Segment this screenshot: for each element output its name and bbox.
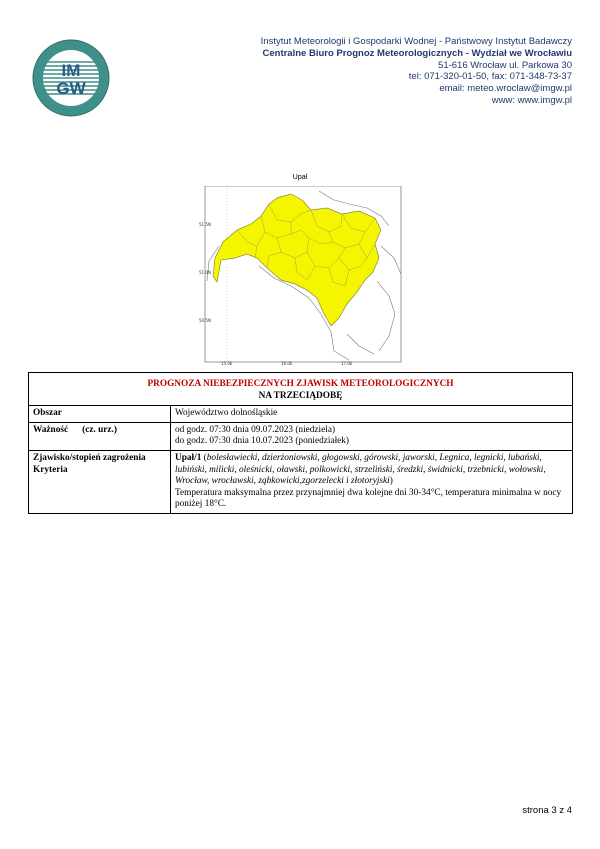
phenomenon-label-cell <box>29 450 171 513</box>
logo-text-top: IM <box>61 61 81 80</box>
lon-label-3: 17.0E <box>341 361 353 366</box>
forecast-title: PROGNOZA NIEBEZPIECZNYCH ZJAWISK METEOROLOGICZNYCH <box>147 379 454 389</box>
validity-unit: (cz. urz.) <box>82 424 117 435</box>
counties-close: ) <box>389 476 393 487</box>
phenomenon-counties <box>175 453 568 488</box>
lat-label-1: 51.5N <box>199 222 211 227</box>
county-list: bolesławiecki, dzierżoniowski, głogowski, górowski, jaworski, Legnica, legnicki, lubański, lubiński, milicki, oleśnicki, oławski, polkowicki, strzeliński, średzki, świdnicki, trzebnicki, wołowski, Wrocław, wrocławski, ząbkowicki,zgorzelecki i złotoryjski <box>175 452 546 487</box>
validity-value-cell <box>171 422 573 450</box>
lon-label-2: 16.0E <box>281 361 293 366</box>
phenomenon-value-cell <box>171 450 573 513</box>
warning-map <box>199 186 403 366</box>
criteria-label: Kryteria <box>33 464 68 475</box>
forecast-subtitle: NA TRZECIĄDOBĘ <box>258 390 343 401</box>
counties-open: ( <box>201 452 207 463</box>
phenomenon-name: Upał/1 <box>175 452 202 463</box>
validity-label-cell <box>29 422 171 450</box>
imgw-logo <box>31 38 111 118</box>
phone-fax: tel: 071-320-01-50, fax: 071-348-73-37 <box>408 71 572 83</box>
address: 51-616 Wrocław ul. Parkowa 30 <box>438 59 572 71</box>
validity-label: Ważność <box>33 424 69 435</box>
department-name: Centralne Biuro Prognoz Meteorologicznych - Wydział we Wrocławiu <box>262 47 572 59</box>
logo-text-bottom: GW <box>56 79 86 98</box>
criteria-text: Temperatura maksymalna przez przynajmniej dwa kolejne dni 30-34°C, temperatura minimalna w nocy poniżej 18°C. <box>175 487 562 510</box>
lat-label-2: 51.0N <box>199 270 211 275</box>
phenomenon-label: Zjawisko/stopień zagrożenia <box>33 452 146 463</box>
validity-to: do godz. 07:30 dnia 10.07.2023 (poniedziałek) <box>175 436 350 447</box>
validity-from: od godz. 07:30 dnia 09.07.2023 (niedziela) <box>175 424 336 435</box>
email[interactable]: email: meteo.wroclaw@imgw.pl <box>439 83 572 95</box>
lon-label-1: 15.0E <box>221 361 233 366</box>
institute-name: Instytut Meteorologii i Gospodarki Wodnej - Państwowy Instytut Badawczy <box>260 36 572 47</box>
area-label: Obszar <box>29 406 171 423</box>
website[interactable]: www: www.imgw.pl <box>491 94 572 106</box>
lat-label-3: 50.5N <box>199 318 211 323</box>
area-value: Województwo dolnośląskie <box>171 406 573 423</box>
map-title: Upał <box>292 174 308 181</box>
page-number: strona 3 z 4 <box>522 805 572 816</box>
table-title <box>29 373 573 406</box>
warning-table <box>28 372 573 514</box>
institute-header <box>261 36 572 107</box>
